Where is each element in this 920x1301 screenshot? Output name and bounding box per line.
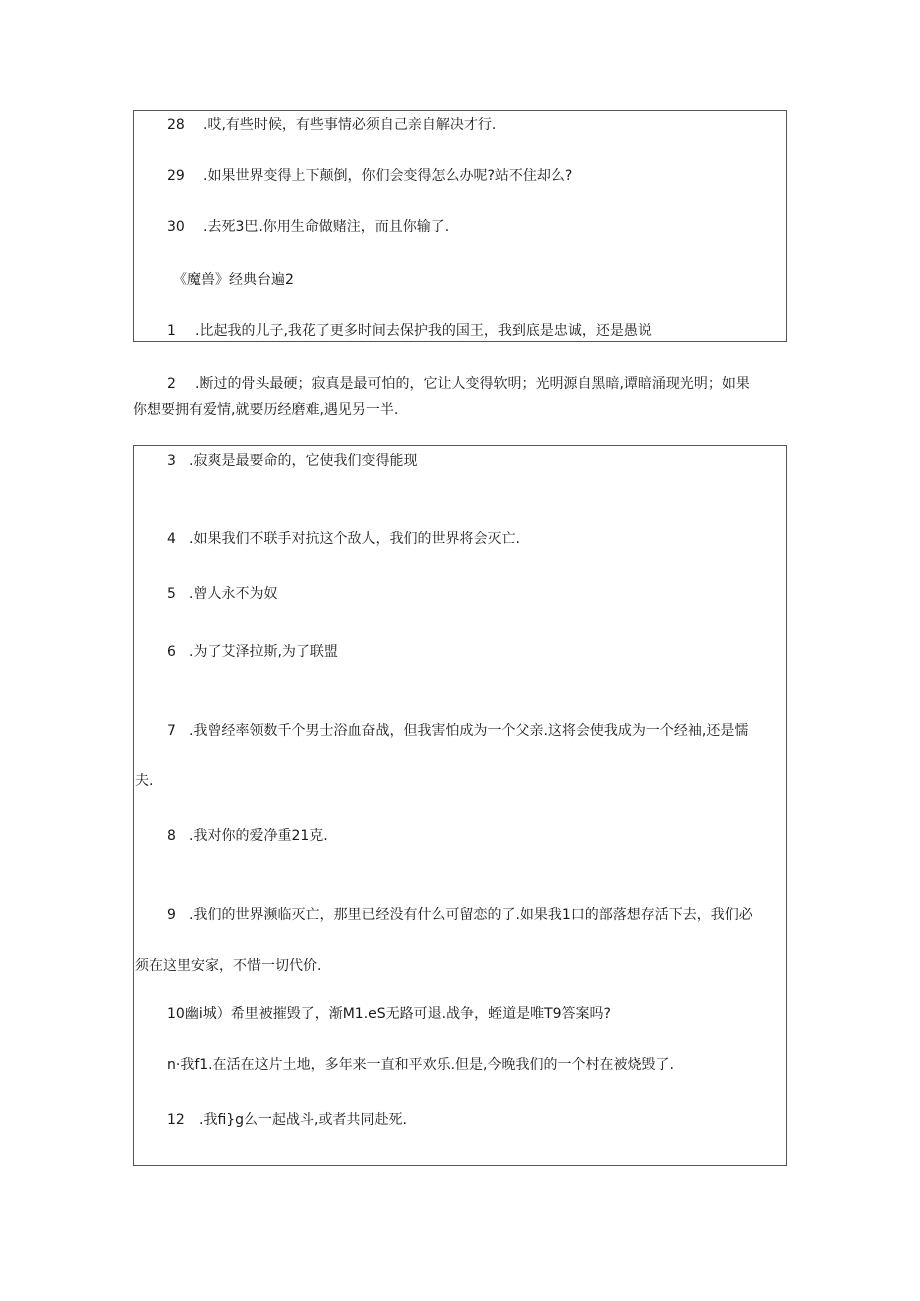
quote-line-5: [167, 585, 277, 603]
quote-line-2: [167, 375, 750, 393]
line-number: 3: [167, 453, 176, 469]
line-number: 6: [167, 644, 176, 660]
line-text: .如果世界变得上下颠倒，你们会变得怎么办呢?站不住却么?: [203, 168, 573, 184]
quote-line-9-cont: 须在这里安家，不惜一切代价.: [135, 958, 322, 974]
line-text: .为了艾泽拉斯,为了联盟: [189, 644, 338, 660]
quote-line-9: [167, 906, 753, 924]
quote-line-12: [167, 1111, 407, 1129]
line-text: .断过的骨头最硬；寂真是最可怕的，它让人变得软明；光明源自黑暗,谭暗涌现光明；如果: [195, 376, 750, 392]
line-number: 12: [167, 1112, 185, 1128]
line-text: .我们的世界濒临灭亡，那里已经没有什么可留恋的了.如果我1口的部落想存活下去，我们必: [189, 907, 753, 923]
quote-line-29: [167, 167, 572, 185]
line-number: 5: [167, 586, 176, 602]
quote-line-6: [167, 643, 338, 661]
line-text: .如果我们不联手对抗这个敌人，我们的世界将会灭亡.: [189, 531, 520, 547]
line-number: 28: [167, 117, 185, 133]
quote-line-4: [167, 530, 520, 548]
line-number: 1: [167, 323, 176, 339]
quote-line-7-cont: 夫.: [135, 773, 154, 789]
quote-line-3: [167, 452, 417, 470]
line-number: 7: [167, 723, 176, 739]
line-text: .比起我的儿子,我花了更多时间去保护我的国王，我到底是忠诚，还是愚说: [195, 323, 652, 339]
line-text: .寂爽是最要命的，它使我们变得能现: [189, 453, 418, 469]
line-text: .曾人永不为奴: [189, 586, 278, 602]
quote-line-1: [167, 322, 652, 340]
line-text: .哎,有些时候，有些事情必须自己亲自解决才行.: [203, 117, 497, 133]
line-text: .我对你的爱净重21克.: [189, 828, 328, 844]
line-number: 2: [167, 376, 176, 392]
line-text: .我曾经率领数千个男士浴血奋战，但我害怕成为一个父亲.这将会使我成为一个经袖,还是懦: [189, 723, 749, 739]
line-text: .去死3巴.你用生命做赌注，而且你输了.: [203, 219, 450, 235]
line-number: 29: [167, 168, 185, 184]
quote-line-30: [167, 218, 449, 236]
quote-line-28: [167, 116, 496, 134]
section-heading: 《魔兽》经典台遍2: [173, 272, 294, 288]
quote-line-7: [167, 722, 748, 740]
quote-line-10: 10幽i城）希里被摧毁了，渐M1.eS无路可退.战争，蛭道是唯T9答案吗?: [167, 1006, 611, 1022]
line-number: 4: [167, 531, 176, 547]
quote-line-11: n·我f1.在活在这片土地，多年来一直和平欢乐.但是,今晚我们的一个村在被烧毁了.: [167, 1057, 674, 1073]
line-number: 8: [167, 828, 176, 844]
quote-line-2-cont: 你想要拥有爱情,就要历经磨难,遇见另一半.: [133, 402, 399, 418]
line-number: 9: [167, 907, 176, 923]
line-text: .我fi}g么一起战斗,或者共同赴死.: [199, 1112, 407, 1128]
quote-line-8: [167, 827, 328, 845]
line-number: 30: [167, 219, 185, 235]
